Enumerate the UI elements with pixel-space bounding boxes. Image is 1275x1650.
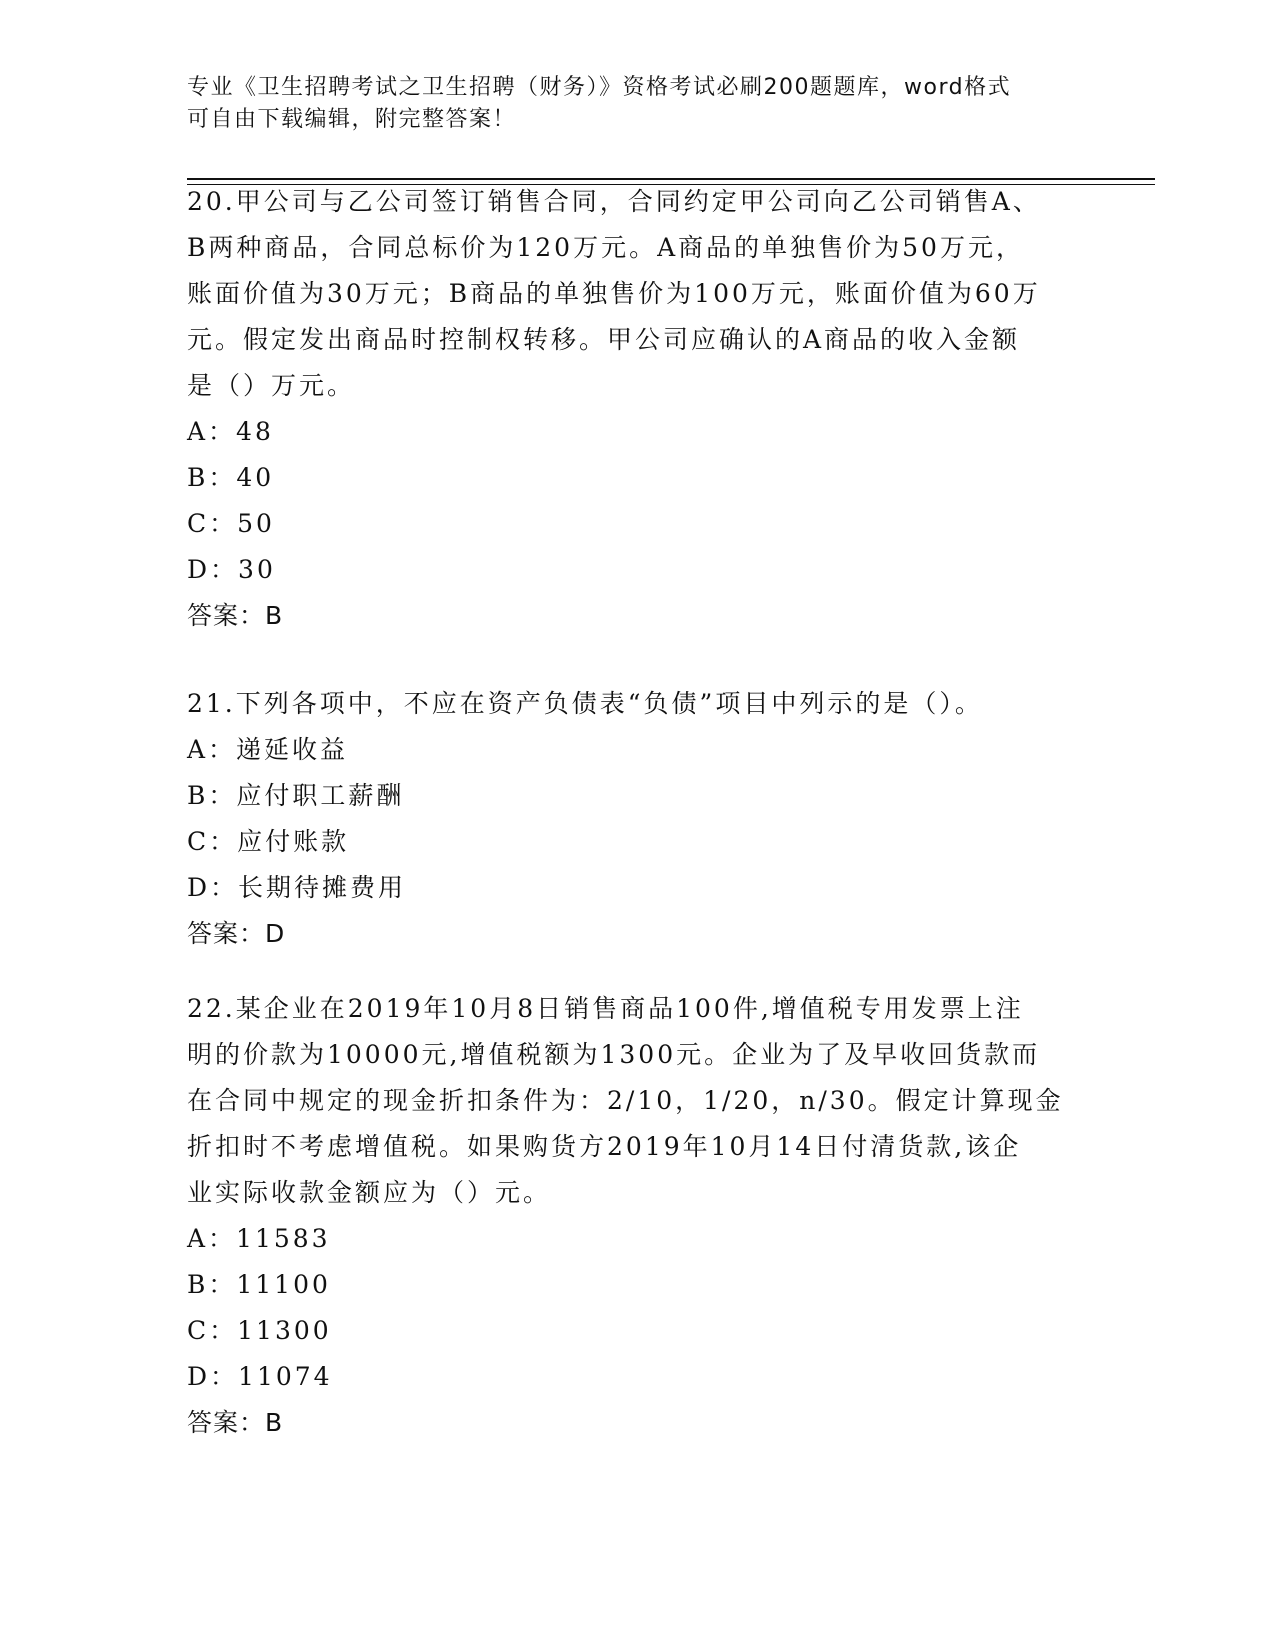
question-21 [187, 681, 1087, 957]
question-20 [187, 179, 1087, 639]
question-text-line: 业实际收款金额应为（）元。 [187, 1178, 552, 1207]
option-a: A：递延收益 [187, 735, 349, 764]
question-text-line: 元。假定发出商品时控制权转移。甲公司应确认的A商品的收入金额 [187, 325, 1021, 354]
question-22 [187, 986, 1087, 1446]
header-line: 可自由下载编辑，附完整答案！ [187, 107, 517, 132]
question-text-line: 22.某企业在2019年10月8日销售商品100件,增值税专用发票上注 [187, 994, 1024, 1023]
question-text-line: 折扣时不考虑增值税。如果购货方2019年10月14日付清货款,该企 [187, 1132, 1022, 1161]
option-c: C：应付账款 [187, 827, 350, 856]
question-text-line: 是（）万元。 [187, 371, 356, 400]
question-text-line: 账面价值为30万元；B商品的单独售价为100万元，账面价值为60万 [187, 279, 1041, 308]
question-text-line: 20.甲公司与乙公司签订销售合同，合同约定甲公司向乙公司销售A、 [187, 187, 1041, 216]
answer-label: 答案：B [187, 1408, 284, 1437]
answer-label: 答案：B [187, 601, 284, 630]
option-c: C：11300 [187, 1316, 332, 1345]
question-text-line: B两种商品，合同总标价为120万元。A商品的单独售价为50万元， [187, 233, 1024, 262]
document-header [187, 72, 1087, 136]
option-b: B：40 [187, 463, 275, 492]
option-a: A：11583 [187, 1224, 331, 1253]
answer-label: 答案：D [187, 919, 286, 948]
option-d: D：11074 [187, 1362, 333, 1391]
question-text-line: 在合同中规定的现金折扣条件为：2/10，1/20，n/30。假定计算现金 [187, 1086, 1064, 1115]
question-text-line: 明的价款为10000元,增值税额为1300元。企业为了及早收回货款而 [187, 1040, 1041, 1069]
option-b: B：11100 [187, 1270, 331, 1299]
question-text-line: 21.下列各项中，不应在资产负债表“负债”项目中列示的是（）。 [187, 689, 983, 718]
option-d: D：30 [187, 555, 276, 584]
header-line: 专业《卫生招聘考试之卫生招聘（财务）》资格考试必刷200题题库，word格式 [187, 75, 1012, 100]
option-c: C：50 [187, 509, 275, 538]
option-b: B：应付职工薪酬 [187, 781, 405, 810]
option-d: D：长期待摊费用 [187, 873, 407, 902]
option-a: A：48 [187, 417, 274, 446]
